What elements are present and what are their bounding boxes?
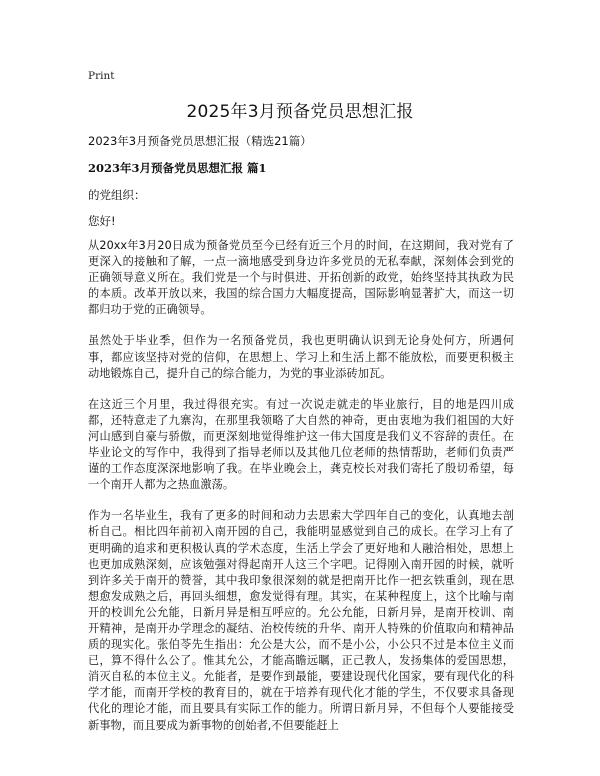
salutation: 的党组织： <box>88 188 146 202</box>
paragraph: 虽然处于毕业季，但作为一名预备党员，我也更明确认识到无论身处何方，所遇何事，都应该坚持对党的信仰，在思想上、学习上和生活上都不能放松，而要更积极主动地锻炼自己，提升自己的综合能力，为党的事业添砖加瓦。 <box>88 334 514 380</box>
paragraph: 从20xx年3月20日成为预备党员至今已经有近三个月的时间，在这期间，我对党有了更深入的接触和了解，一点一滴地感受到身边许多党员的无私奉献，深刻体会到党的正确领导意义所在。我们党是一个与时俱进、开拓创新的政党，始终坚持其执政为民的本质。改革开放以来，我国的综合国力大幅度提高，国际影响显著扩大，而这一切都归功于党的正确领导。 <box>88 239 514 317</box>
document-title: 2025年3月预备党员思想汇报 <box>186 102 414 122</box>
document-subtitle: 2023年3月预备党员思想汇报（精选21篇） <box>88 134 312 148</box>
body-text <box>88 238 514 749</box>
print-link[interactable]: Print <box>88 70 115 82</box>
paragraph: 在这近三个月里，我过得很充实。有过一次说走就走的毕业旅行，目的地是四川成都，还特意走了九寨沟，在那里我领略了大自然的神奇，更由衷地为我们祖国的大好河山感到自豪与骄傲，而更深刻地觉得维护这一伟大国度是我们义不容辞的责任。在毕业论文的写作中，我得到了指导老师以及其他几位老师的热情帮助，老师们负责严谨的工作态度深深地影响了我。在毕业晚会上，龚克校长对我们寄托了殷切希望，每一个南开人都为之热血激荡。 <box>88 397 514 492</box>
greeting: 您好! <box>88 214 116 228</box>
paragraph: 作为一名毕业生，我有了更多的时间和动力去思索大学四年自己的变化，认真地去剖析自己。相比四年前初入南开园的自己，我能明显感觉到自己的成长。在学习上有了更明确的追求和更积极认真的学术态度，生活上学会了更好地和人融洽相处，思想上也更加成熟深刻，应该勉强对得起南开人这三个字吧。记得刚入南开园的时候，就听到许多关于南开的赞誉，其中我印象很深刻的就是把南开比作一把玄铁重剑，现在思想愈发成熟之后，再回头细想，愈发觉得有理。其实，在某种程度上，这个比喻与南开的校训允公允能，日新月异是相互呼应的。允公允能，日新月异，是南开校训、南开精神，是南开办学理念的凝结、治校传统的升华、南开人特殊的价值取向和精神品质的现实化。张伯苓先生指出：允公是大公，而不是小公，小公只不过是本位主义而已，算不得什么公了。惟其允公，才能高瞻远瞩，正己教人，发扬集体的爱国思想，消灭自私的本位主义。允能者，是要作到最能，要建设现代化国家，要有现代化的科学才能，而南开学校的教育目的，就在于培养有现代化才能的学生，不仅要求具备现代化的理论才能，而且要具有实际工作的能力。所谓日新月异，不但每个人要能接受新事物，而且要成为新事物的创始者,不但要能赶上 <box>88 509 514 732</box>
section-title: 2023年3月预备党员思想汇报 篇1 <box>88 161 267 175</box>
